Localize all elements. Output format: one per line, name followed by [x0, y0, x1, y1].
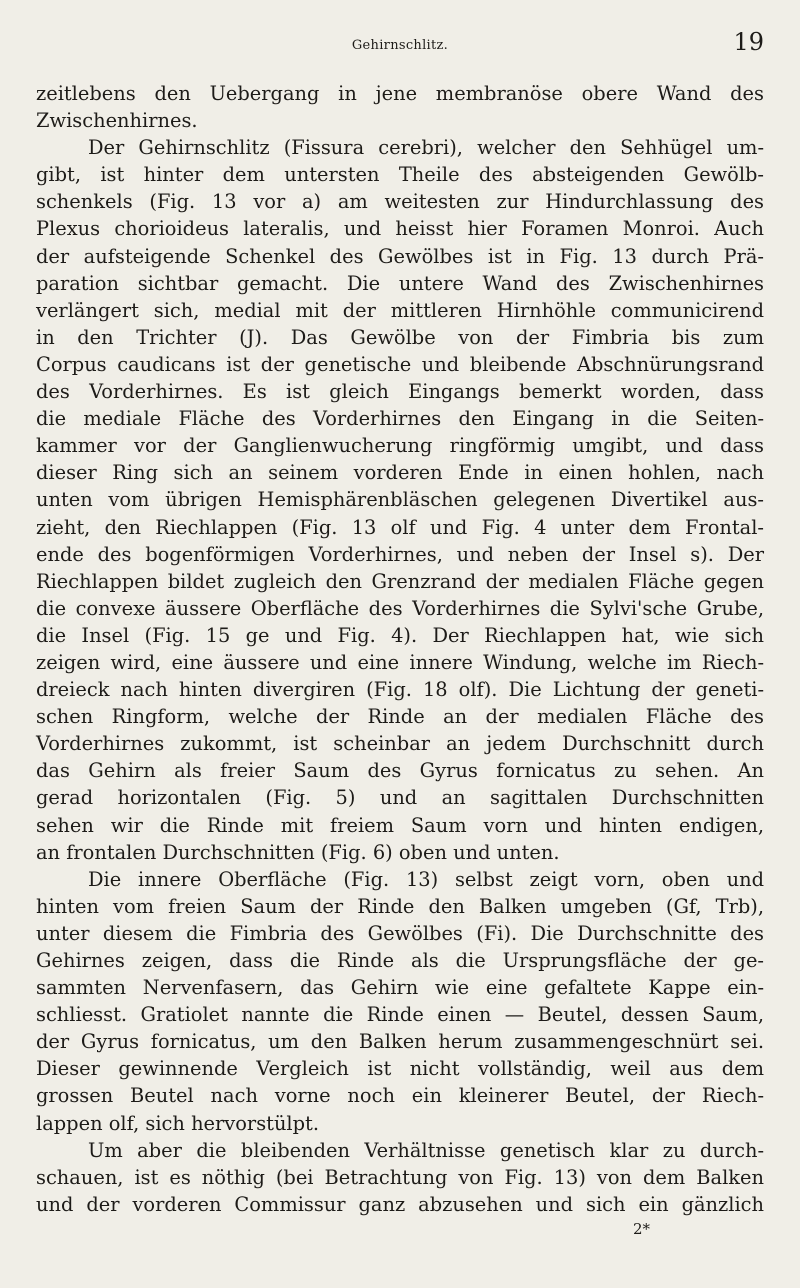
signature-mark: 2* [632, 1220, 650, 1238]
text-line: Zwischenhirnes. [36, 109, 198, 133]
text-line: Corpus caudicans ist der genetische und bleibende Abschnürungsrand [36, 352, 764, 376]
text-line: das Gehirn als freier Saum des Gyrus fornicatus zu sehen. An [36, 759, 764, 783]
text-line: Der Gehirnschlitz (Fissura cerebri), welcher den Sehhügel um- [88, 136, 764, 160]
text-line: Gehirnes zeigen, dass die Rinde als die Ursprungsfläche der ge- [36, 949, 764, 972]
text-line: unten vom übrigen Hemisphärenbläschen gelegenen Divertikel aus- [36, 488, 764, 512]
text-line: gibt, ist hinter dem untersten Theile des absteigenden Gewölb- [36, 163, 764, 187]
text-line: Die innere Oberfläche (Fig. 13) selbst zeigt vorn, oben und [88, 867, 764, 891]
text-line: paration sichtbar gemacht. Die untere Wand des Zwischenhirnes [36, 271, 764, 295]
text-line: die convexe äussere Oberfläche des Vorderhirnes die Sylvi'sche Grube, [36, 596, 764, 620]
text-line: die Insel (Fig. 15 ge und Fig. 4). Der Riechlappen hat, wie sich [36, 623, 764, 647]
text-line: schauen, ist es nöthig (bei Betrachtung von Fig. 13) von dem Balken [36, 1165, 764, 1189]
text-line: schliesst. Gratiolet nannte die Rinde einen — Beutel, dessen Saum, [36, 1003, 764, 1027]
text-line: ende des bogenförmigen Vorderhirnes, und neben der Insel s). Der [36, 542, 764, 566]
page-number: 19 [733, 28, 764, 56]
running-title: Gehirnschlitz. [351, 38, 449, 53]
text-line: in den Trichter (J). Das Gewölbe von der Fimbria bis zum [36, 325, 764, 349]
text-line: dieser Ring sich an seinem vorderen Ende in einen hohlen, nach [36, 461, 764, 485]
text-line: des Vorderhirnes. Es ist gleich Eingangs bemerkt worden, dass [36, 380, 764, 404]
text-line: Riechlappen bildet zugleich den Grenzrand der medialen Fläche gegen [36, 569, 764, 593]
text-line: die mediale Fläche des Vorderhirnes den Eingang in die Seiten- [36, 407, 764, 431]
text-line: sammten Nervenfasern, das Gehirn wie eine gefaltete Kappe ein- [36, 976, 764, 1000]
body-text [36, 80, 764, 1218]
text-line: lappen olf, sich hervorstülpt. [36, 1111, 320, 1135]
text-line: der Gyrus fornicatus, um den Balken herum zusammengeschnürt sei. [36, 1030, 764, 1054]
text-line: grossen Beutel nach vorne noch ein kleinerer Beutel, der Riech- [36, 1084, 764, 1108]
text-line: Vorderhirnes zukommt, ist scheinbar an jedem Durchschnitt durch [36, 732, 764, 756]
text-line: unter diesem die Fimbria des Gewölbes (Fi). Die Durchschnitte des [36, 921, 764, 945]
text-line: zeigen wird, eine äussere und eine innere Windung, welche im Riech- [36, 650, 764, 674]
text-line: gerad horizontalen (Fig. 5) und an sagittalen Durchschnitten [36, 786, 764, 810]
text-line: Plexus chorioideus lateralis, und heisst hier Foramen Monroi. Auch [36, 217, 764, 241]
text-line: kammer vor der Ganglienwucherung ringförmig umgibt, und dass [36, 434, 764, 458]
text-line: der aufsteigende Schenkel des Gewölbes ist in Fig. 13 durch Prä- [36, 244, 764, 268]
text-line: sehen wir die Rinde mit freiem Saum vorn und hinten endigen, [36, 813, 764, 837]
text-line: zeitlebens den Uebergang in jene membranöse obere Wand des [36, 82, 764, 105]
text-line: hinten vom freien Saum der Rinde den Balken umgeben (Gf, Trb), [36, 894, 764, 918]
text-line: dreieck nach hinten divergiren (Fig. 18 olf). Die Lichtung der geneti- [36, 678, 764, 702]
text-line: verlängert sich, medial mit der mittleren Hirnhöhle communicirend [36, 298, 764, 322]
text-line: schenkels (Fig. 13 vor a) am weitesten zur Hindurchlassung des [36, 190, 764, 214]
page-header [36, 28, 764, 58]
text-line: Dieser gewinnende Vergleich ist nicht vollständig, weil aus dem [36, 1057, 764, 1081]
text-line: Um aber die bleibenden Verhältnisse genetisch klar zu durch- [88, 1138, 764, 1162]
text-line: zieht, den Riechlappen (Fig. 13 olf und Fig. 4 unter dem Frontal- [36, 515, 764, 539]
text-line: an frontalen Durchschnitten (Fig. 6) oben und unten. [36, 840, 560, 864]
text-line: schen Ringform, welche der Rinde an der medialen Fläche des [36, 705, 764, 729]
text-line: und der vorderen Commissur ganz abzusehen und sich ein gänzlich [36, 1192, 764, 1216]
